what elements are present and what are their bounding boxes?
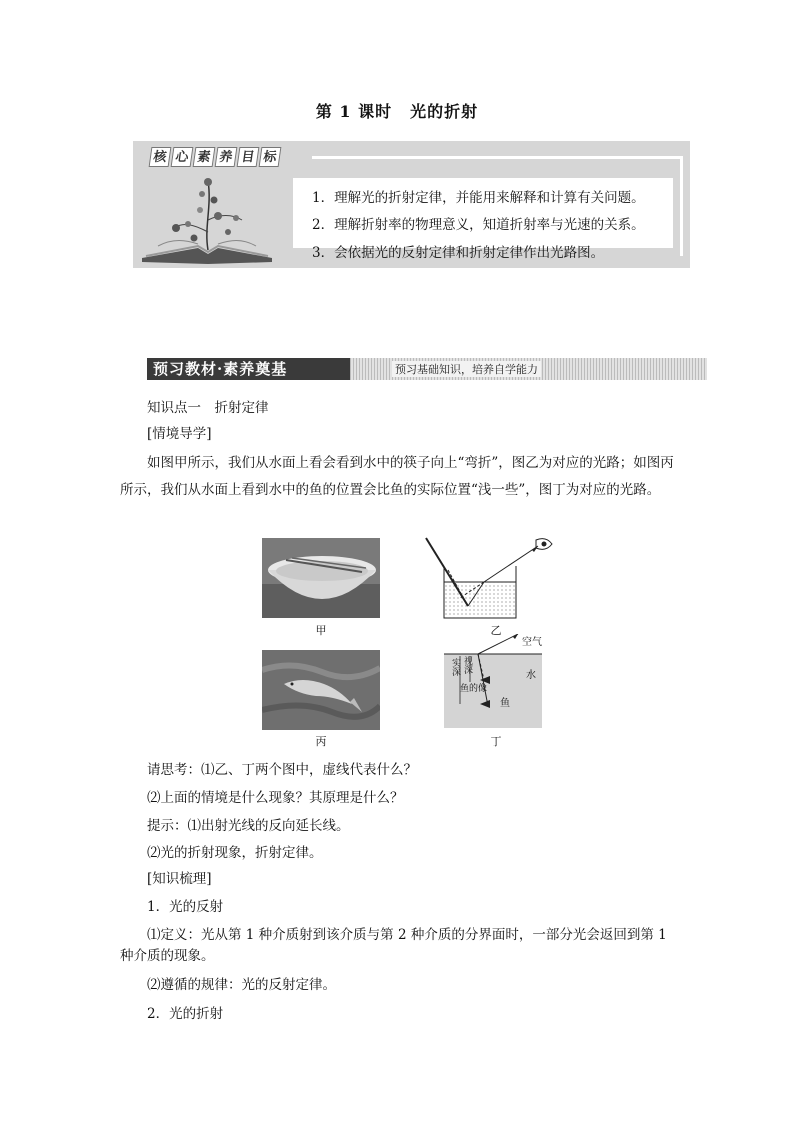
figure-yi-caption: 乙 (490, 624, 502, 637)
figure-bing-caption: 丙 (315, 735, 327, 748)
tab-char: 素 (193, 147, 216, 167)
ding-label-fish-image: 鱼的像 (460, 684, 488, 694)
goal-item: 3．会依据光的反射定律和折射定律作出光路图。 (312, 245, 605, 261)
tab-char: 心 (171, 147, 194, 167)
section-banner-subtitle: 预习基础知识，培养自学能力 (392, 361, 541, 377)
ding-label-air: 空气 (522, 637, 542, 648)
section-1-definition-cont: 种介质的现象。 (120, 948, 215, 964)
tab-char: 核 (149, 147, 172, 167)
tab-char: 养 (215, 147, 238, 167)
goals-divider (312, 156, 682, 159)
goal-item: 1．理解光的折射定律，并能用来解释和计算有关问题。 (312, 190, 645, 206)
section-1-definition: ⑴定义：光从第 1 种介质射到该介质与第 2 种介质的分界面时，一部分光会返回到第 1 (147, 927, 667, 943)
figure-jia-caption: 甲 (315, 624, 327, 637)
section-1-law: ⑵遵循的规律：光的反射定律。 (147, 977, 336, 993)
figure-ding-caption: 丁 (490, 735, 502, 748)
question-2: ⑵上面的情境是什么现象？其原理是什么？ (147, 790, 404, 806)
figure-jia-bowl-photo (262, 538, 380, 618)
goal-item: 2．理解折射率的物理意义，知道折射率与光速的关系。 (312, 217, 645, 233)
ding-label-water: 水 (526, 670, 536, 681)
figure-yi-light-path (420, 536, 555, 620)
section-2-title: 2．光的折射 (147, 1006, 224, 1022)
section-banner-title: 预习教材·素养奠基 (147, 358, 350, 380)
section-1-title: 1．光的反射 (147, 899, 224, 915)
knowledge-point-heading: 知识点一 折射定律 (147, 400, 269, 416)
ding-label-fish: 鱼 (500, 698, 510, 709)
tab-char: 标 (259, 147, 282, 167)
hint-1: 提示：⑴出射光线的反向延长线。 (147, 818, 350, 834)
book-flower-illustration (138, 172, 278, 264)
page-title: 第 1 课时 光的折射 (315, 102, 479, 121)
goals-divider-vertical (680, 156, 683, 256)
question-1: 请思考：⑴乙、丁两个图中，虚线代表什么？ (147, 762, 417, 778)
situation-heading: [情境导学] (147, 426, 212, 442)
situation-text: 如图甲所示，我们从水面上看会看到水中的筷子向上“弯折”，图乙为对应的光路；如图丙所示，我们从水面上看到水中的鱼的位置会比鱼的实际位置“浅一些”，图丁为对应的光路。 (120, 455, 674, 498)
tab-char: 目 (237, 147, 260, 167)
hint-2: ⑵光的折射现象，折射定律。 (147, 845, 323, 861)
core-goals-tab (150, 147, 280, 167)
figure-ding-light-path (440, 634, 544, 730)
ding-label-real-depth: 实深 (450, 658, 460, 676)
figure-bing-fish-photo (262, 650, 380, 730)
ding-label-apparent-depth: 视深 (462, 656, 472, 674)
knowledge-heading: [知识梳理] (147, 871, 212, 887)
